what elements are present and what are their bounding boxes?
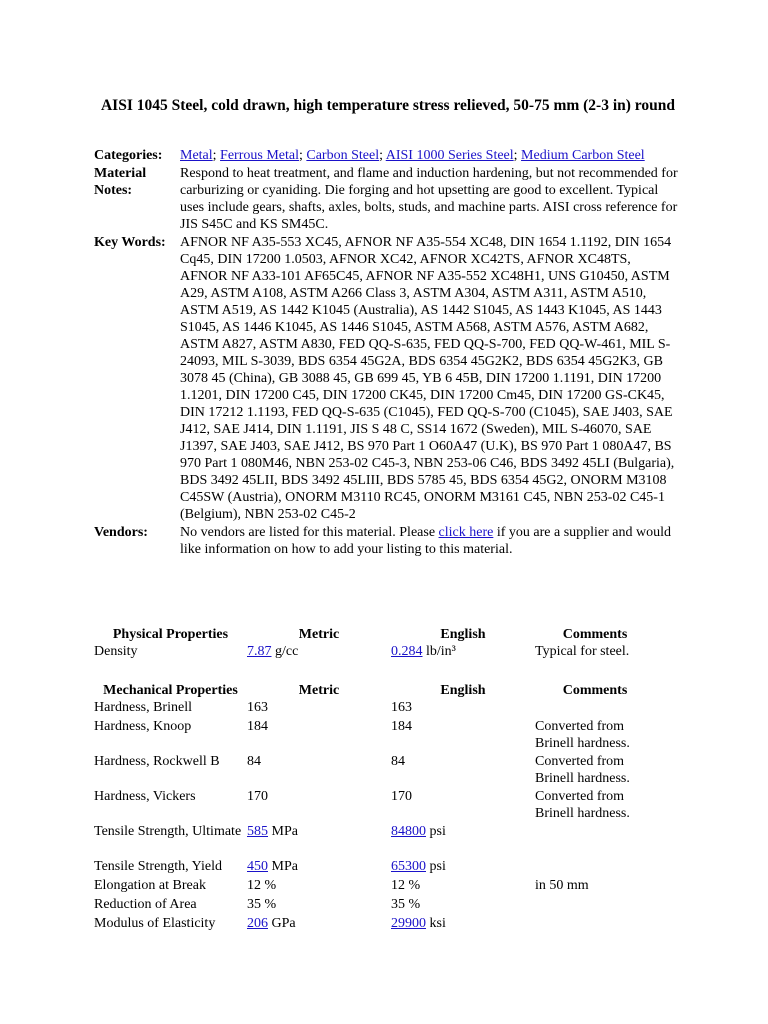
table-row	[94, 718, 694, 753]
english-unit: ksi	[426, 916, 446, 931]
metric-value: 184	[247, 719, 268, 734]
header-english: English	[440, 627, 486, 642]
metric-value-link[interactable]: 7.87	[247, 644, 272, 659]
english-unit: lb/in³	[422, 644, 456, 659]
physical-properties-header	[94, 626, 694, 643]
header-metric: Metric	[298, 627, 340, 642]
metric-value-link[interactable]: 206	[247, 916, 268, 931]
categories-label: Categories:	[94, 148, 163, 163]
table-row	[94, 753, 694, 788]
english-value: 184	[391, 719, 412, 734]
table-row	[94, 896, 694, 915]
category-link[interactable]: Carbon Steel	[306, 148, 380, 163]
metric-unit: GPa	[268, 916, 296, 931]
material-notes-row	[94, 165, 694, 233]
metric-unit: MPa	[268, 824, 298, 839]
metric-value: 163	[247, 700, 268, 715]
comment	[535, 823, 655, 858]
categories-list: Metal; Ferrous Metal; Carbon Steel; AISI 1000 Series Steel; Medium Carbon Steel	[180, 148, 645, 163]
property-name: Reduction of Area	[94, 897, 197, 912]
english-value	[391, 915, 535, 934]
metric-value: 12 %	[247, 878, 277, 893]
property-name: Tensile Strength, Ultimate	[94, 824, 242, 839]
property-name: Tensile Strength, Yield	[94, 859, 222, 874]
category-link[interactable]: Ferrous Metal	[220, 148, 299, 163]
comment: in 50 mm	[535, 878, 589, 893]
comment	[535, 896, 655, 915]
metric-value	[247, 643, 391, 660]
categories-row	[94, 147, 694, 164]
material-info	[94, 147, 694, 559]
metric-value	[247, 823, 391, 858]
metric-value	[247, 915, 391, 934]
table-row	[94, 788, 694, 823]
english-value	[391, 643, 535, 660]
property-name: Density	[94, 644, 138, 659]
header-mechanical-properties: Mechanical Properties	[103, 683, 238, 698]
comment	[535, 858, 655, 877]
table-row	[94, 915, 694, 934]
header-english: English	[440, 683, 486, 698]
comment: Converted from Brinell hardness.	[535, 789, 630, 821]
property-name: Hardness, Vickers	[94, 789, 196, 804]
metric-value-link[interactable]: 450	[247, 859, 268, 874]
english-unit: psi	[426, 859, 446, 874]
header-comments: Comments	[562, 627, 628, 642]
english-value	[391, 858, 535, 877]
property-name: Hardness, Knoop	[94, 719, 192, 734]
mechanical-properties-table	[94, 682, 694, 934]
table-row	[94, 643, 694, 660]
english-value	[391, 823, 535, 858]
table-row	[94, 823, 694, 858]
english-unit: psi	[426, 824, 446, 839]
category-link[interactable]: Medium Carbon Steel	[521, 148, 645, 163]
metric-unit: g/cc	[271, 644, 299, 659]
table-row	[94, 858, 694, 877]
english-value-link[interactable]: 84800	[391, 824, 426, 839]
mechanical-properties-header	[94, 682, 694, 699]
english-value: 163	[391, 700, 412, 715]
property-name: Elongation at Break	[94, 878, 206, 893]
metric-value-link[interactable]: 585	[247, 824, 268, 839]
metric-value: 84	[247, 754, 261, 769]
property-name: Hardness, Rockwell B	[94, 754, 220, 769]
comment: Typical for steel.	[535, 644, 630, 659]
english-value: 84	[391, 754, 405, 769]
metric-unit: MPa	[268, 859, 298, 874]
header-physical-properties: Physical Properties	[112, 627, 229, 642]
metric-value: 170	[247, 789, 268, 804]
vendors-text-after: if you are a supplier and would like information on how to add your listing to this material.	[180, 525, 672, 557]
page-title: AISI 1045 Steel, cold drawn, high temperature stress relieved, 50-75 mm (2-3 in) round	[100, 97, 676, 114]
material-notes-text: Respond to heat treatment, and flame and induction hardening, but not recommended for carburizing or cyaniding. Die forging and hot upsetting are good to excellent. Typical uses include gears, shafts, axles, bolts, studs, and machine parts. AISI cross reference for JIS S45C and KS SM45C.	[180, 166, 678, 232]
metric-value: 35 %	[247, 897, 277, 912]
english-value: 35 %	[391, 897, 421, 912]
header-metric: Metric	[298, 683, 340, 698]
metric-value	[247, 858, 391, 877]
material-notes-label: Material Notes:	[94, 166, 147, 198]
table-row	[94, 877, 694, 896]
english-value: 12 %	[391, 878, 421, 893]
comment	[535, 699, 655, 718]
key-words-label: Key Words:	[94, 235, 166, 250]
category-link[interactable]: AISI 1000 Series Steel	[385, 148, 514, 163]
english-value-link[interactable]: 65300	[391, 859, 426, 874]
comment: Converted from Brinell hardness.	[535, 719, 630, 751]
comment: Converted from Brinell hardness.	[535, 754, 630, 786]
vendors-label: Vendors:	[94, 525, 148, 540]
vendors-text	[180, 524, 680, 558]
header-comments: Comments	[562, 683, 628, 698]
table-row	[94, 699, 694, 718]
english-value-link[interactable]: 29900	[391, 916, 426, 931]
category-link[interactable]: Metal	[180, 148, 213, 163]
property-name: Modulus of Elasticity	[94, 916, 216, 931]
vendors-text-before: No vendors are listed for this material. Please	[180, 525, 439, 540]
english-value-link[interactable]: 0.284	[391, 644, 423, 659]
physical-properties-table	[94, 626, 694, 660]
key-words-text: AFNOR NF A35-553 XC45, AFNOR NF A35-554 XC48, DIN 1654 1.1192, DIN 1654 Cq45, DIN 17200 1.0503, AFNOR XC42, AFNOR XC42TS, AFNOR XC48TS, AFNOR NF A33-101 AF65C45, AFNOR NF A35-552 XC48H1, UNS G10450, ASTM A29, ASTM A108, ASTM A266 Class 3, ASTM A304, ASTM A311, ASTM A510, ASTM A519, AS 1442 K1045 (Australia), AS 1442 S1045, AS 1443 K1045, AS 1443 S1045, AS 1446 K1045, AS 1446 S1045, ASTM A568, ASTM A576, ASTM A682, ASTM A827, ASTM A830, FED QQ-S-635, FED QQ-S-700, FED QQ-W-461, MIL S-24093, MIL S-3039, BDS 6354 45G2A, BDS 6354 45G2K2, BDS 6354 45G2K3, GB 3078 45 (China), GB 3088 45, GB 699 45, YB 6 45B, DIN 17200 1.1191, DIN 17200 1.1201, DIN 17200 C45, DIN 17200 CK45, DIN 17200 Cm45, DIN 17200 GS-CK45, DIN 17212 1.1193, FED QQ-S-635 (C1045), FED QQ-S-700 (C1045), SAE J403, SAE J412, SAE J414, DIN 1.1191, JIS S 48 C, SS14 1672 (Sweden), MIL S-46070, SAE J1397, SAE J403, SAE J412, BS 970 Part 1 O60A47 (U.K), BS 970 Part 1 080A47, BS 970 Part 1 080M46, NBN 253-02 C45-3, NBN 253-06 C46, BDS 3492 45LI (Bulgaria), BDS 3492 45LII, BDS 3492 45LIII, BDS 5785 45, BDS 6354 45G2, ONORM M3108 C45SW (Austria), ONORM M3110 RC45, ONORM M3161 C45, NBN 253-02 C45-1 (Belgium), NBN 253-02 C45-2	[180, 235, 675, 522]
key-words-row	[94, 234, 694, 523]
vendors-row	[94, 524, 694, 558]
property-name: Hardness, Brinell	[94, 700, 192, 715]
click-here-link[interactable]: click here	[438, 525, 494, 540]
english-value: 170	[391, 789, 412, 804]
comment	[535, 915, 655, 934]
